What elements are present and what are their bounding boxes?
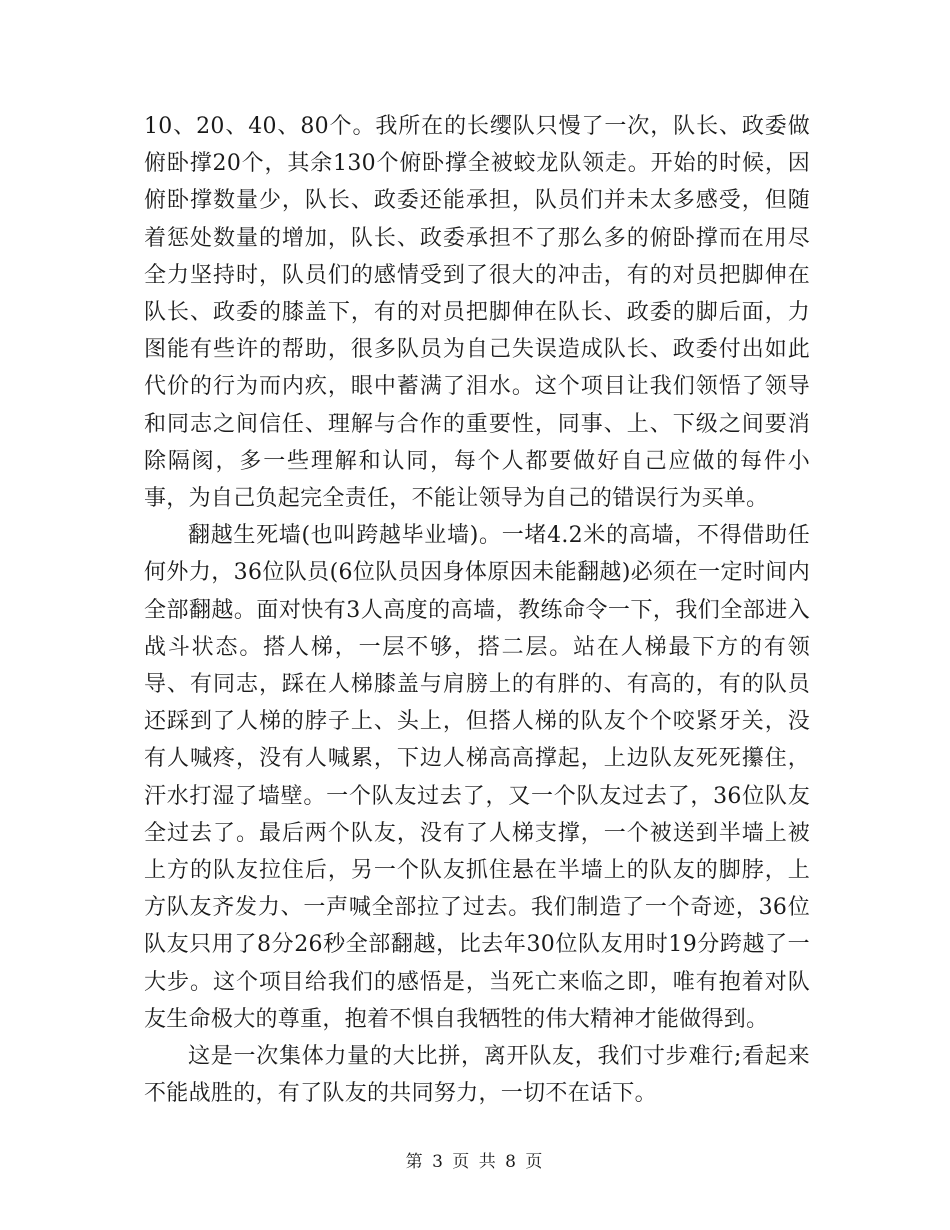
paragraph-pushup-penalty: 10、20、40、80个。我所在的长缨队只慢了一次，队长、政委做俯卧撑20个，其余130个俯卧撑全被蛟龙队领走。开始的时候，因俯卧撑数量少，队长、政委还能承担，队员们并未太多感受，但随着惩处数量的增加，队长、政委承担不了那么多的俯卧撑而在用尽全力坚持时，队员们的感情受到了很大的冲击，有的对员把脚伸在队长、政委的膝盖下，有的对员把脚伸在队长、政委的脚后面，力图能有些许的帮助，很多队员为自己失误造成队长、政委付出如此代价的行为而内疚，眼中蓄满了泪水。这个项目让我们领悟了领导和同志之间信任、理解与合作的重要性，同事、上、下级之间要消除隔阂，多一些理解和认同，每个人都要做好自己应做的每件小事，为自己负起完全责任，不能让领导为自己的错误行为买单。 — [144, 114, 810, 512]
paragraph-wall-climb: 翻越生死墙(也叫跨越毕业墙)。一堵4.2米的高墙，不得借助任何外力，36位队员(6位队员因身体原因未能翻越)必须在一定时间内全部翻越。面对快有3人高度的高墙，教练命令一下，我们全部进入战斗状态。搭人梯，一层不够，搭二层。站在人梯最下方的有领导、有同志，踩在人梯膝盖与肩膀上的有胖的、有高的，有的队员还踩到了人梯的脖子上、头上，但搭人梯的队友个个咬紧牙关，没有人喊疼，没有人喊累，下边人梯高高撑起，上边队友死死攥住，汗水打湿了墙壁。一个队友过去了，又一个队友过去了，36位队友全过去了。最后两个队友，没有了人梯支撑，一个被送到半墙上被上方的队友拉住后，另一个队友抓住悬在半墙上的队友的脚脖，上方队友齐发力、一声喊全部拉了过去。我们制造了一个奇迹，36位队友只用了8分26秒全部翻越，比去年30位队友用时19分跨越了一大步。这个项目给我们的感悟是，当死亡来临之即，唯有抱着对队友生命极大的尊重，抱着不惧自我牺牲的伟大精神才能做得到。 — [144, 523, 810, 1032]
paragraph-conclusion: 这是一次集体力量的大比拼，离开队友，我们寸步难行;看起来不能战胜的，有了队友的共同努力，一切不在话下。 — [144, 1044, 810, 1107]
page-number-footer: 第 3 页 共 8 页 — [405, 1152, 545, 1172]
page-body — [144, 108, 810, 1112]
